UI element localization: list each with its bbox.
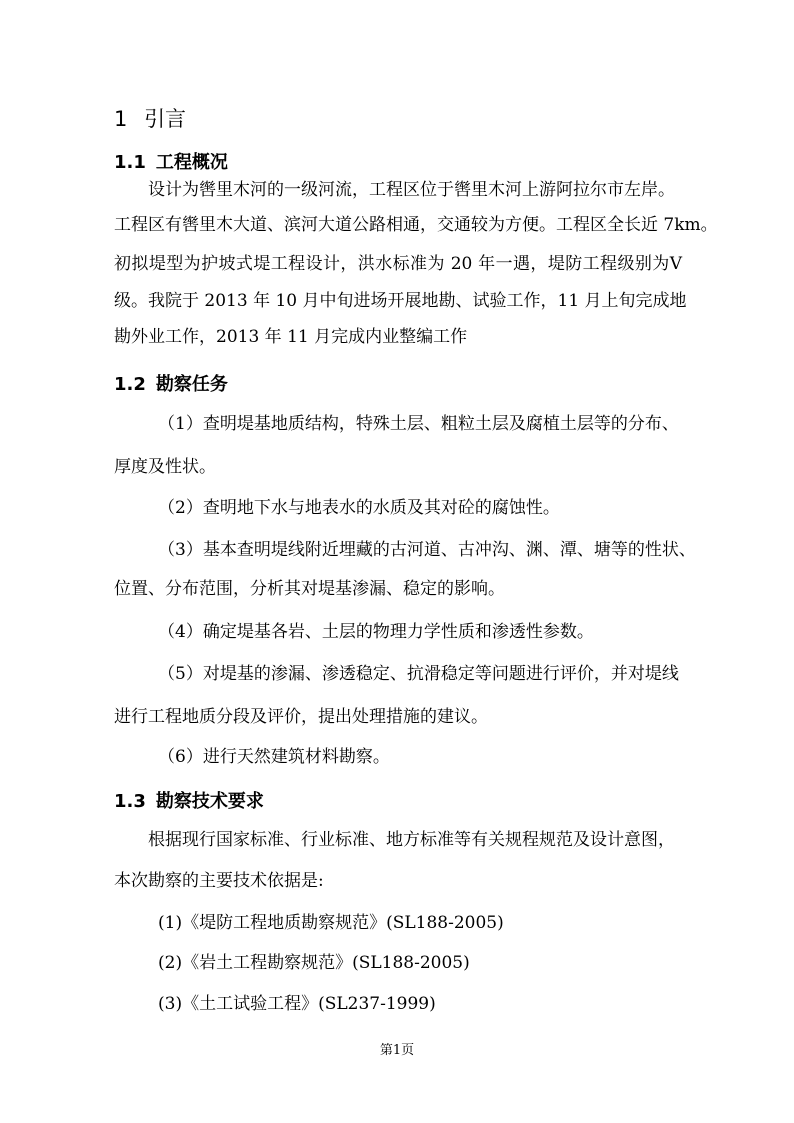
section-number: 1.3 bbox=[114, 791, 146, 812]
list-item: （4）确定堤基各岩、土层的物理力学性质和渗透性参数。 bbox=[158, 622, 594, 642]
paragraph-line: 设计为辔里木河的一级河流，工程区位于辔里木河上游阿拉尔市左岸。 bbox=[148, 180, 675, 200]
page-number: 第1页 bbox=[379, 1043, 415, 1058]
section-number: 1.1 bbox=[114, 152, 146, 173]
chapter-number: 1 bbox=[114, 107, 128, 131]
paragraph-line: 初拟堤型为护坡式堤工程设计，洪水标准为 20 年一遇，堤防工程级别为Ⅴ bbox=[114, 254, 682, 274]
list-item: （5）对堤基的渗漏、渗透稳定、抗滑稳定等问题进行评价，并对堤线 bbox=[158, 664, 679, 684]
chapter-heading bbox=[114, 103, 186, 133]
list-item-continued: 厚度及性状。 bbox=[114, 457, 216, 477]
list-item-continued: 进行工程地质分段及评价，提出处理措施的建议。 bbox=[114, 707, 488, 727]
chapter-title: 引言 bbox=[144, 107, 187, 131]
list-item: （1）查明堤基地质结构，特殊土层、粗粒土层及腐植土层等的分布、 bbox=[158, 414, 679, 434]
paragraph-line: 根据现行国家标准、行业标准、地方标准等有关规程规范及设计意图， bbox=[148, 830, 675, 850]
list-item: （2）查明地下水与地表水的水质及其对砼的腐蚀性。 bbox=[158, 498, 560, 518]
reference-item: (3)《土工试验工程》(SL237-1999) bbox=[158, 994, 436, 1014]
section-title: 勘察任务 bbox=[155, 374, 228, 395]
paragraph-line: 工程区有辔里木大道、滨河大道公路相通，交通较为方便。工程区全长近 7km。 bbox=[114, 215, 718, 235]
paragraph-line: 本次勘察的主要技术依据是: bbox=[114, 871, 324, 891]
reference-item: (1)《堤防工程地质勘察规范》(SL188-2005) bbox=[158, 913, 504, 933]
list-item: （6）进行天然建筑材料勘察。 bbox=[158, 747, 390, 767]
section-heading-1-1 bbox=[114, 148, 228, 174]
list-item: （3）基本查明堤线附近埋藏的古河道、古冲沟、渊、潭、塘等的性状、 bbox=[158, 540, 696, 560]
paragraph-line: 勘外业工作，2013 年 11 月完成内业整编工作 bbox=[114, 327, 468, 347]
section-title: 工程概况 bbox=[155, 152, 228, 173]
section-heading-1-2 bbox=[114, 370, 228, 396]
list-item-continued: 位置、分布范围，分析其对堤基渗漏、稳定的影响。 bbox=[114, 579, 505, 599]
section-heading-1-3 bbox=[114, 787, 264, 813]
paragraph-line: 级。我院于 2013 年 10 月中旬进场开展地勘、试验工作，11 月上旬完成地 bbox=[114, 291, 687, 311]
section-number: 1.2 bbox=[114, 374, 146, 395]
section-title: 勘察技术要求 bbox=[155, 791, 264, 812]
reference-item: (2)《岩土工程勘察规范》(SL188-2005) bbox=[158, 953, 470, 973]
